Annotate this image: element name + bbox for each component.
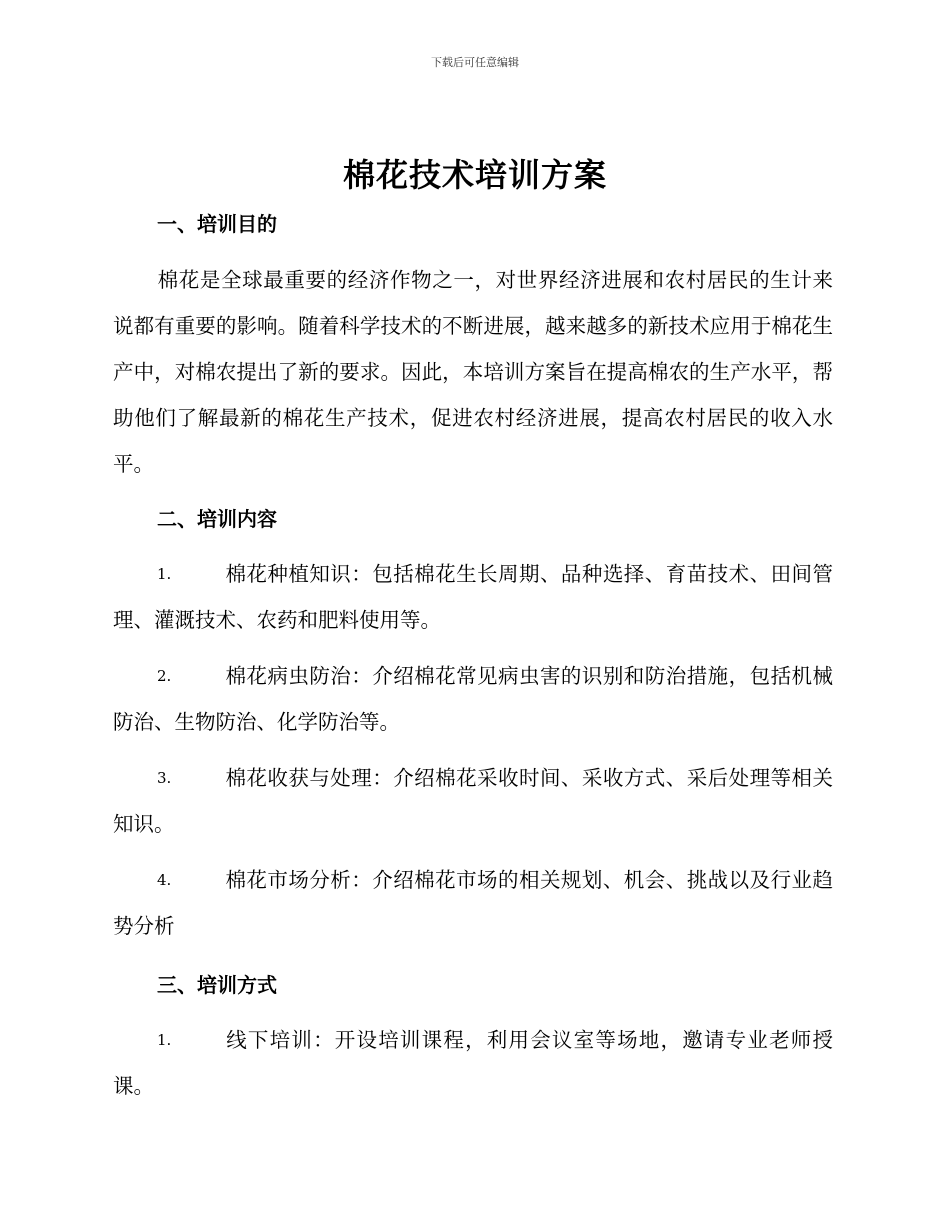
list-item-number: 1. — [157, 565, 172, 583]
content-list-item — [113, 857, 833, 949]
purpose-paragraph — [113, 257, 833, 487]
list-item-text: 棉花种植知识：包括棉花生长周期、品种选择、育苗技术、田间管理、灌溉技术、农药和肥料使用等。 — [113, 562, 833, 632]
page-header-note: 下载后可任意编辑 — [431, 56, 519, 69]
section-heading-method: 三、培训方式 — [157, 973, 277, 997]
list-item-text: 棉花病虫防治：介绍棉花常见病虫害的识别和防治措施，包括机械防治、生物防治、化学防治等。 — [113, 664, 833, 734]
content-list-item — [113, 755, 833, 847]
list-item-number: 3. — [157, 769, 172, 787]
section-heading-purpose: 一、培训目的 — [157, 212, 277, 236]
list-item-number: 4. — [157, 871, 172, 889]
list-item-number: 2. — [157, 667, 172, 685]
content-list-item — [113, 551, 833, 643]
list-item-number: 1. — [157, 1031, 172, 1049]
list-item-text: 棉花收获与处理：介绍棉花采收时间、采收方式、采后处理等相关知识。 — [113, 766, 833, 836]
method-list-item — [113, 1017, 833, 1109]
section-heading-content: 二、培训内容 — [157, 507, 277, 531]
list-item-text: 棉花市场分析：介绍棉花市场的相关规划、机会、挑战以及行业趋势分析 — [113, 868, 833, 938]
list-item-text: 线下培训：开设培训课程，利用会议室等场地，邀请专业老师授课。 — [113, 1028, 833, 1098]
purpose-paragraph-text: 棉花是全球最重要的经济作物之一，对世界经济进展和农村居民的生计来说都有重要的影响。随着科学技术的不断进展，越来越多的新技术应用于棉花生产中，对棉农提出了新的要求。因此，本培训方案旨在提高棉农的生产水平，帮助他们了解最新的棉花生产技术，促进农村经济进展，提高农村居民的收入水平。 — [113, 268, 833, 476]
document-title: 棉花技术培训方案 — [342, 156, 607, 194]
content-list-item — [113, 653, 833, 745]
